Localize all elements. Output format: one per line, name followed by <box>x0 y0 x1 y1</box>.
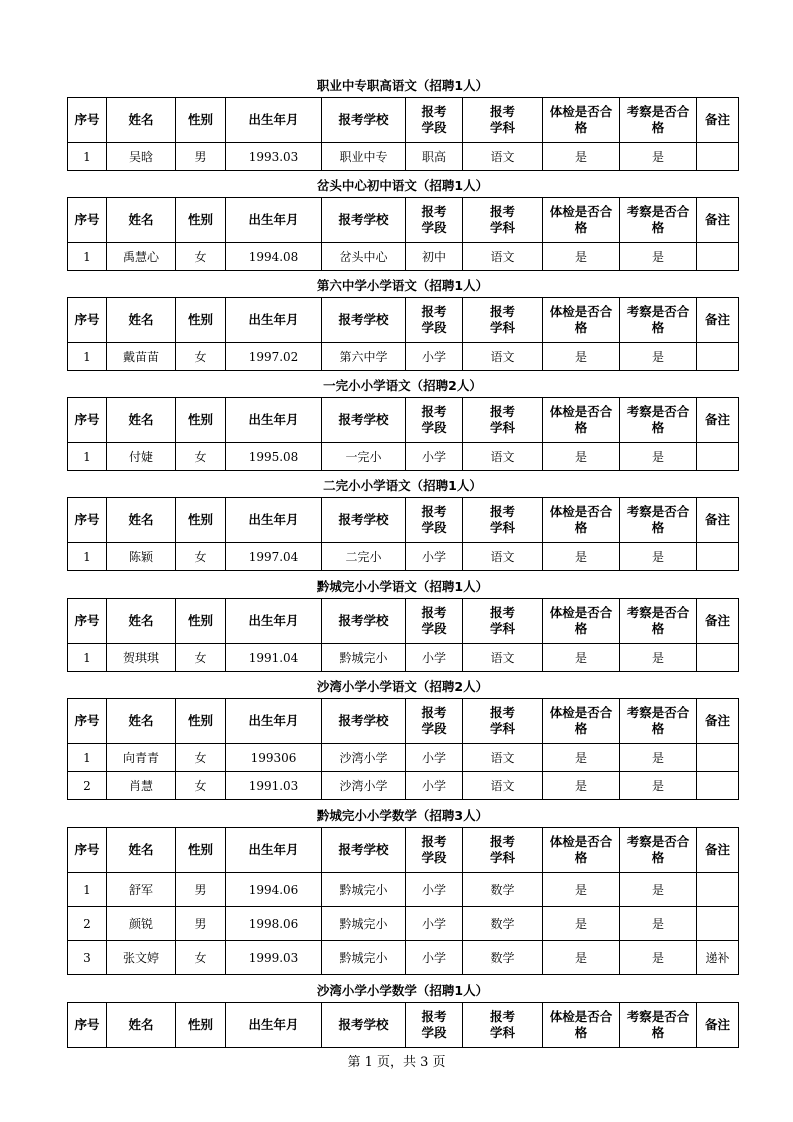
remark-cell <box>697 343 739 371</box>
name-cell: 戴苗苗 <box>107 343 176 371</box>
remark-cell <box>697 744 739 772</box>
table-row <box>68 744 739 772</box>
physical-header: 体检是否合 格 <box>543 198 620 243</box>
gender-header: 性别 <box>176 198 226 243</box>
school-header: 报考学校 <box>322 98 406 143</box>
gender-cell: 女 <box>176 772 226 800</box>
level-header: 报考 学段 <box>406 298 463 343</box>
name-cell: 向青青 <box>107 744 176 772</box>
level-cell: 小学 <box>406 744 463 772</box>
gender-cell: 女 <box>176 744 226 772</box>
seq-header: 序号 <box>68 498 107 543</box>
header-row <box>68 599 739 644</box>
school-cell: 一完小 <box>322 443 406 471</box>
inspection-header: 考察是否合 格 <box>620 398 697 443</box>
school-header: 报考学校 <box>322 599 406 644</box>
seq-header: 序号 <box>68 298 107 343</box>
level-cell: 小学 <box>406 772 463 800</box>
subject-header: 报考 学科 <box>463 498 543 543</box>
gender-header: 性别 <box>176 599 226 644</box>
gender-header: 性别 <box>176 699 226 744</box>
name-cell: 张文婷 <box>107 941 176 975</box>
subject-header: 报考 学科 <box>463 599 543 644</box>
header-row <box>68 298 739 343</box>
gender-cell: 女 <box>176 443 226 471</box>
inspection-cell: 是 <box>620 343 697 371</box>
table-row <box>68 543 739 571</box>
physical-header: 体检是否合 格 <box>543 298 620 343</box>
subject-header: 报考 学科 <box>463 198 543 243</box>
level-header: 报考 学段 <box>406 198 463 243</box>
school-cell: 黔城完小 <box>322 941 406 975</box>
level-header: 报考 学段 <box>406 1003 463 1048</box>
name-header: 姓名 <box>107 198 176 243</box>
inspection-cell: 是 <box>620 243 697 271</box>
seq-cell: 3 <box>68 941 107 975</box>
level-header: 报考 学段 <box>406 599 463 644</box>
roster-table <box>67 97 739 171</box>
seq-cell: 1 <box>68 644 107 672</box>
section-title: 第六中学小学语文（招聘1人） <box>316 278 489 293</box>
level-cell: 小学 <box>406 443 463 471</box>
school-header: 报考学校 <box>322 498 406 543</box>
school-cell: 黔城完小 <box>322 644 406 672</box>
birth-header: 出生年月 <box>226 1003 322 1048</box>
gender-header: 性别 <box>176 498 226 543</box>
birth-header: 出生年月 <box>226 599 322 644</box>
birth-header: 出生年月 <box>226 98 322 143</box>
roster-table <box>67 827 739 975</box>
birth-cell: 1997.04 <box>226 543 322 571</box>
gender-header: 性别 <box>176 298 226 343</box>
name-cell: 贺琪琪 <box>107 644 176 672</box>
subject-header: 报考 学科 <box>463 699 543 744</box>
inspection-header: 考察是否合 格 <box>620 1003 697 1048</box>
gender-cell: 女 <box>176 941 226 975</box>
subject-cell: 语文 <box>463 443 543 471</box>
level-header: 报考 学段 <box>406 398 463 443</box>
physical-header: 体检是否合 格 <box>543 398 620 443</box>
header-row <box>68 498 739 543</box>
seq-header: 序号 <box>68 198 107 243</box>
inspection-header: 考察是否合 格 <box>620 198 697 243</box>
section-title: 一完小小学语文（招聘2人） <box>323 378 482 393</box>
physical-cell: 是 <box>543 443 620 471</box>
birth-cell: 199306 <box>226 744 322 772</box>
gender-header: 性别 <box>176 98 226 143</box>
table-row <box>68 772 739 800</box>
physical-cell: 是 <box>543 907 620 941</box>
physical-header: 体检是否合 格 <box>543 498 620 543</box>
name-header: 姓名 <box>107 498 176 543</box>
name-header: 姓名 <box>107 398 176 443</box>
birth-header: 出生年月 <box>226 828 322 873</box>
subject-cell: 语文 <box>463 772 543 800</box>
header-row <box>68 198 739 243</box>
header-row <box>68 828 739 873</box>
level-cell: 小学 <box>406 907 463 941</box>
subject-header: 报考 学科 <box>463 398 543 443</box>
subject-cell: 语文 <box>463 744 543 772</box>
name-cell: 舒军 <box>107 873 176 907</box>
table-row <box>68 873 739 907</box>
school-header: 报考学校 <box>322 398 406 443</box>
subject-cell: 数学 <box>463 873 543 907</box>
level-cell: 初中 <box>406 243 463 271</box>
name-header: 姓名 <box>107 98 176 143</box>
name-cell: 禹慧心 <box>107 243 176 271</box>
seq-cell: 1 <box>68 744 107 772</box>
school-cell: 沙湾小学 <box>322 744 406 772</box>
subject-cell: 语文 <box>463 543 543 571</box>
seq-cell: 2 <box>68 772 107 800</box>
birth-header: 出生年月 <box>226 498 322 543</box>
gender-cell: 女 <box>176 543 226 571</box>
remark-cell <box>697 907 739 941</box>
level-cell: 小学 <box>406 543 463 571</box>
remark-header: 备注 <box>697 699 739 744</box>
inspection-cell: 是 <box>620 772 697 800</box>
birth-cell: 1991.04 <box>226 644 322 672</box>
seq-cell: 1 <box>68 543 107 571</box>
name-header: 姓名 <box>107 699 176 744</box>
name-cell: 付婕 <box>107 443 176 471</box>
remark-header: 备注 <box>697 498 739 543</box>
subject-cell: 语文 <box>463 343 543 371</box>
seq-cell: 1 <box>68 443 107 471</box>
birth-cell: 1994.08 <box>226 243 322 271</box>
birth-cell: 1995.08 <box>226 443 322 471</box>
level-cell: 小学 <box>406 941 463 975</box>
gender-cell: 女 <box>176 243 226 271</box>
subject-cell: 数学 <box>463 907 543 941</box>
remark-header: 备注 <box>697 398 739 443</box>
inspection-header: 考察是否合 格 <box>620 298 697 343</box>
inspection-header: 考察是否合 格 <box>620 98 697 143</box>
name-cell: 肖慧 <box>107 772 176 800</box>
remark-cell <box>697 143 739 171</box>
physical-cell: 是 <box>543 644 620 672</box>
seq-header: 序号 <box>68 699 107 744</box>
table-row <box>68 143 739 171</box>
roster-table <box>67 197 739 271</box>
inspection-header: 考察是否合 格 <box>620 828 697 873</box>
school-header: 报考学校 <box>322 828 406 873</box>
table-row <box>68 443 739 471</box>
header-row <box>68 1003 739 1048</box>
inspection-cell: 是 <box>620 907 697 941</box>
school-header: 报考学校 <box>322 198 406 243</box>
inspection-cell: 是 <box>620 644 697 672</box>
physical-cell: 是 <box>543 243 620 271</box>
name-cell: 吴晗 <box>107 143 176 171</box>
page-footer: 第 1 页，共 3 页 <box>347 1055 446 1070</box>
remark-header: 备注 <box>697 599 739 644</box>
subject-header: 报考 学科 <box>463 1003 543 1048</box>
seq-header: 序号 <box>68 828 107 873</box>
subject-cell: 语文 <box>463 143 543 171</box>
remark-cell: 递补 <box>697 941 739 975</box>
seq-cell: 1 <box>68 343 107 371</box>
level-cell: 小学 <box>406 873 463 907</box>
table-row <box>68 644 739 672</box>
roster-table <box>67 698 739 800</box>
birth-header: 出生年月 <box>226 699 322 744</box>
level-header: 报考 学段 <box>406 498 463 543</box>
birth-cell: 1993.03 <box>226 143 322 171</box>
roster-table <box>67 598 739 672</box>
subject-cell: 数学 <box>463 941 543 975</box>
remark-header: 备注 <box>697 828 739 873</box>
seq-header: 序号 <box>68 398 107 443</box>
table-row <box>68 907 739 941</box>
inspection-header: 考察是否合 格 <box>620 699 697 744</box>
remark-cell <box>697 873 739 907</box>
section-title: 黔城完小小学数学（招聘3人） <box>316 808 489 823</box>
roster-table <box>67 297 739 371</box>
physical-cell: 是 <box>543 941 620 975</box>
gender-cell: 男 <box>176 873 226 907</box>
birth-header: 出生年月 <box>226 298 322 343</box>
inspection-cell: 是 <box>620 443 697 471</box>
gender-header: 性别 <box>176 1003 226 1048</box>
physical-header: 体检是否合 格 <box>543 98 620 143</box>
inspection-cell: 是 <box>620 143 697 171</box>
school-cell: 岔头中心 <box>322 243 406 271</box>
physical-cell: 是 <box>543 772 620 800</box>
inspection-cell: 是 <box>620 543 697 571</box>
subject-cell: 语文 <box>463 644 543 672</box>
inspection-cell: 是 <box>620 873 697 907</box>
school-cell: 第六中学 <box>322 343 406 371</box>
school-cell: 黔城完小 <box>322 907 406 941</box>
school-cell: 二完小 <box>322 543 406 571</box>
table-row <box>68 343 739 371</box>
remark-cell <box>697 772 739 800</box>
seq-cell: 1 <box>68 143 107 171</box>
roster-table <box>67 497 739 571</box>
birth-cell: 1998.06 <box>226 907 322 941</box>
physical-cell: 是 <box>543 873 620 907</box>
roster-table <box>67 397 739 471</box>
school-cell: 沙湾小学 <box>322 772 406 800</box>
section-title: 二完小小学语文（招聘1人） <box>323 478 482 493</box>
remark-header: 备注 <box>697 98 739 143</box>
section-title: 沙湾小学小学语文（招聘2人） <box>316 679 489 694</box>
seq-cell: 2 <box>68 907 107 941</box>
school-header: 报考学校 <box>322 699 406 744</box>
remark-header: 备注 <box>697 298 739 343</box>
gender-cell: 女 <box>176 644 226 672</box>
school-header: 报考学校 <box>322 1003 406 1048</box>
remark-cell <box>697 443 739 471</box>
physical-cell: 是 <box>543 343 620 371</box>
seq-header: 序号 <box>68 599 107 644</box>
remark-cell <box>697 243 739 271</box>
roster-table <box>67 1002 739 1048</box>
level-cell: 职高 <box>406 143 463 171</box>
physical-header: 体检是否合 格 <box>543 699 620 744</box>
physical-header: 体检是否合 格 <box>543 599 620 644</box>
birth-cell: 1994.06 <box>226 873 322 907</box>
inspection-header: 考察是否合 格 <box>620 599 697 644</box>
name-header: 姓名 <box>107 599 176 644</box>
remark-cell <box>697 543 739 571</box>
seq-header: 序号 <box>68 98 107 143</box>
table-row <box>68 941 739 975</box>
gender-cell: 女 <box>176 343 226 371</box>
remark-header: 备注 <box>697 1003 739 1048</box>
level-header: 报考 学段 <box>406 98 463 143</box>
gender-header: 性别 <box>176 398 226 443</box>
header-row <box>68 398 739 443</box>
birth-cell: 1999.03 <box>226 941 322 975</box>
remark-header: 备注 <box>697 198 739 243</box>
physical-cell: 是 <box>543 143 620 171</box>
physical-cell: 是 <box>543 543 620 571</box>
subject-header: 报考 学科 <box>463 828 543 873</box>
seq-cell: 1 <box>68 243 107 271</box>
school-cell: 职业中专 <box>322 143 406 171</box>
birth-cell: 1997.02 <box>226 343 322 371</box>
gender-cell: 男 <box>176 907 226 941</box>
header-row <box>68 699 739 744</box>
remark-cell <box>697 644 739 672</box>
subject-header: 报考 学科 <box>463 298 543 343</box>
seq-cell: 1 <box>68 873 107 907</box>
subject-cell: 语文 <box>463 243 543 271</box>
inspection-cell: 是 <box>620 744 697 772</box>
birth-cell: 1991.03 <box>226 772 322 800</box>
section-title: 职业中专职高语文（招聘1人） <box>316 78 489 93</box>
table-row <box>68 243 739 271</box>
section-title: 沙湾小学小学数学（招聘1人） <box>316 983 489 998</box>
gender-header: 性别 <box>176 828 226 873</box>
physical-header: 体检是否合 格 <box>543 828 620 873</box>
school-header: 报考学校 <box>322 298 406 343</box>
school-cell: 黔城完小 <box>322 873 406 907</box>
birth-header: 出生年月 <box>226 198 322 243</box>
subject-header: 报考 学科 <box>463 98 543 143</box>
level-header: 报考 学段 <box>406 828 463 873</box>
level-cell: 小学 <box>406 343 463 371</box>
inspection-cell: 是 <box>620 941 697 975</box>
seq-header: 序号 <box>68 1003 107 1048</box>
physical-header: 体检是否合 格 <box>543 1003 620 1048</box>
name-header: 姓名 <box>107 828 176 873</box>
name-cell: 陈颖 <box>107 543 176 571</box>
section-title: 岔头中心初中语文（招聘1人） <box>316 178 489 193</box>
physical-cell: 是 <box>543 744 620 772</box>
name-header: 姓名 <box>107 1003 176 1048</box>
name-header: 姓名 <box>107 298 176 343</box>
level-header: 报考 学段 <box>406 699 463 744</box>
header-row <box>68 98 739 143</box>
section-title: 黔城完小小学语文（招聘1人） <box>316 579 489 594</box>
inspection-header: 考察是否合 格 <box>620 498 697 543</box>
gender-cell: 男 <box>176 143 226 171</box>
birth-header: 出生年月 <box>226 398 322 443</box>
name-cell: 颜锐 <box>107 907 176 941</box>
level-cell: 小学 <box>406 644 463 672</box>
